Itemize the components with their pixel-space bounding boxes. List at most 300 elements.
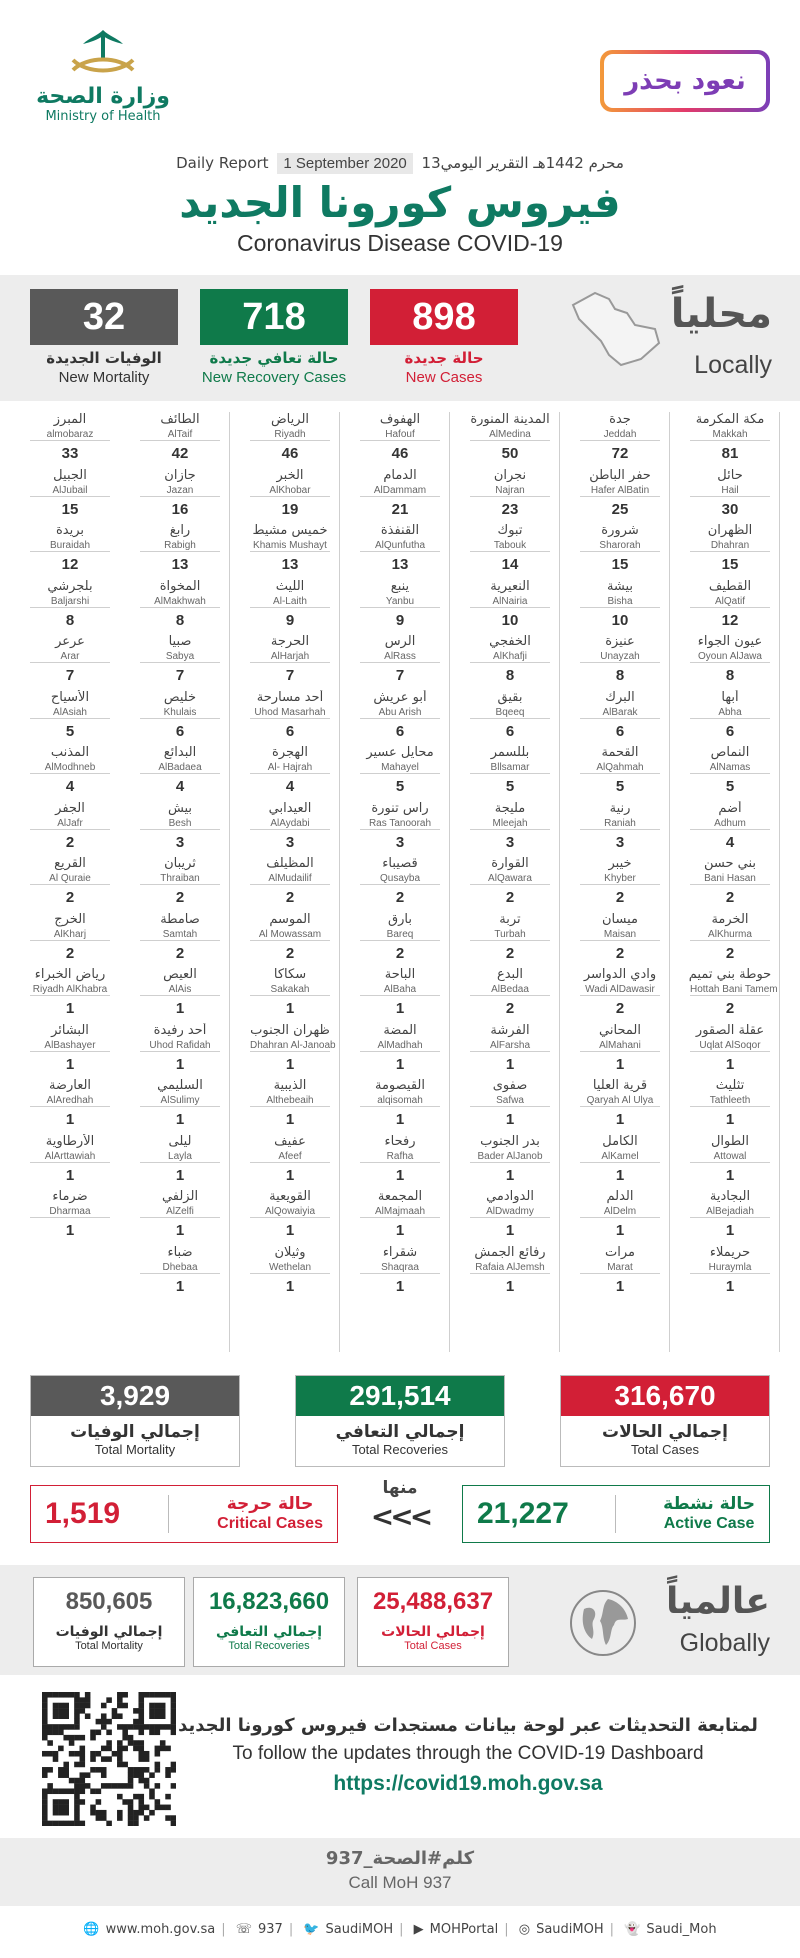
city-name-ar: بلجرشي (47, 578, 93, 594)
city-name-en: Al Mowassam (250, 928, 330, 941)
city-entry (240, 468, 340, 519)
city-name-en: Adhum (690, 817, 770, 830)
city-entry (240, 745, 340, 796)
total-cases-card (560, 1375, 770, 1467)
city-entry (350, 1189, 450, 1240)
city-name-en: Abha (690, 706, 770, 719)
city-name-en: Shaqraa (360, 1261, 440, 1274)
total-mortality-label-en: Total Mortality (94, 1442, 176, 1457)
city-name-en: AlMakhwah (140, 595, 220, 608)
city-name-ar: البدائع (163, 745, 197, 760)
city-name-ar: الرياض (270, 412, 310, 427)
twitter-icon: 🐦 (303, 1922, 320, 1937)
city-name-en: AlZelfi (140, 1205, 220, 1218)
city-name-ar: تبوك (497, 523, 523, 538)
city-entry (240, 1023, 340, 1074)
city-entry (680, 745, 780, 796)
city-name-en: Uqlat AlSoqor (690, 1039, 770, 1052)
city-entry (20, 690, 120, 741)
new-cases-label-ar: حالة جديدة (404, 349, 484, 367)
city-entry (130, 967, 230, 1018)
city-entry (460, 745, 560, 796)
call-hashtag: كلم#الصحة_937 (325, 1848, 475, 1869)
web-icon: 🌐 (83, 1922, 100, 1937)
city-column (460, 412, 560, 1352)
city-case-count: 1 (505, 1277, 515, 1295)
city-name-ar: وثيلان (274, 1244, 306, 1260)
city-entry (350, 1078, 450, 1129)
city-entry (350, 856, 450, 907)
city-name-ar: عفيف (274, 1133, 306, 1149)
city-entry (680, 468, 780, 519)
city-entry (130, 579, 230, 630)
city-case-count: 1 (505, 1111, 515, 1128)
city-entry (570, 523, 670, 574)
new-recovery-label-en: New Recovery Cases (201, 369, 347, 386)
city-entry (460, 912, 560, 963)
daily-report-en: Daily Report (176, 154, 269, 172)
city-name-en: Jeddah (580, 428, 660, 441)
city-name-ar: القحمة (601, 745, 639, 760)
city-name-en: AlQawara (470, 872, 550, 885)
new-mortality-value: 32 (30, 289, 178, 345)
city-name-ar: عقلة الصقور (695, 1022, 765, 1038)
city-case-count: 3 (615, 833, 625, 851)
city-name-ar: بيشة (606, 578, 634, 594)
city-case-count: 6 (615, 722, 625, 740)
city-case-count: 19 (281, 500, 299, 518)
city-entry (680, 523, 780, 574)
dashboard-link[interactable]: https://covid19.moh.gov.sa (333, 1772, 603, 1795)
title-english: Coronavirus Disease COVID-19 (237, 230, 563, 256)
city-entry (570, 967, 670, 1018)
city-case-count: 6 (175, 722, 185, 740)
city-name-en: alqisomah (360, 1094, 440, 1107)
city-case-count: 4 (175, 778, 185, 795)
city-name-en: Unayzah (580, 650, 660, 663)
city-case-count: 2 (615, 889, 625, 906)
city-case-count: 2 (395, 889, 405, 906)
city-case-count: 1 (285, 1277, 295, 1295)
city-case-count: 1 (725, 1277, 735, 1295)
city-name-en: Najran (470, 484, 550, 497)
city-name-en: Turbah (470, 928, 550, 941)
city-entry (350, 634, 450, 685)
city-name-ar: المذنب (50, 745, 90, 760)
city-entry (570, 1023, 670, 1074)
new-mortality-label-ar: الوفيات الجديدة (46, 349, 162, 367)
city-column (570, 412, 670, 1352)
global-mortality-value: 850,605 (65, 1588, 153, 1615)
city-name-en: AlSulimy (140, 1094, 220, 1107)
city-entry (240, 634, 340, 685)
city-name-en: AlMadhah (360, 1039, 440, 1052)
city-column (680, 412, 780, 1352)
city-entry (240, 1078, 340, 1129)
city-name-ar: بارق (388, 911, 412, 927)
city-name-ar: ظهران الجنوب (250, 1022, 330, 1038)
city-entry (680, 1245, 780, 1296)
footer-snapchat[interactable]: Saudi_Moh (646, 1922, 717, 1937)
city-case-count: 3 (505, 833, 515, 851)
city-name-ar: الكامل (602, 1133, 638, 1149)
city-case-count: 72 (611, 445, 629, 462)
city-entry (460, 468, 560, 519)
total-recoveries-value: 291,514 (296, 1376, 504, 1416)
city-case-count: 2 (65, 944, 75, 962)
city-entry (240, 690, 340, 741)
city-entry (130, 690, 230, 741)
city-entry (350, 912, 450, 963)
city-name-ar: شقراء (382, 1244, 418, 1260)
city-name-en: AlRass (360, 650, 440, 663)
title-arabic: فيروس كورونا الجديد (179, 178, 621, 227)
city-case-count: 1 (395, 1166, 405, 1184)
city-case-count: 2 (615, 1000, 625, 1017)
city-name-en: Samtah (140, 928, 220, 941)
city-name-ar: رفحاء (384, 1133, 416, 1149)
city-case-count: 2 (725, 889, 735, 906)
footer-twitter[interactable]: SaudiMOH (325, 1922, 394, 1937)
city-case-count: 23 (501, 500, 519, 518)
city-entry (350, 745, 450, 796)
city-entry (20, 967, 120, 1018)
global-cases-card (357, 1577, 509, 1667)
city-entry (350, 1245, 450, 1296)
city-name-ar: الأرطاوية (45, 1133, 95, 1149)
city-name-en: AlJubail (30, 484, 110, 497)
city-name-ar: رياض الخبراء (34, 967, 106, 982)
city-case-count: 1 (505, 1222, 515, 1239)
new-mortality-label-en: New Mortality (58, 369, 150, 386)
daily-report-line (0, 154, 800, 172)
city-name-ar: الليث (275, 578, 305, 594)
city-entry (460, 1189, 560, 1240)
city-name-en: Baljarshi (30, 595, 110, 608)
total-mortality-value: 3,929 (31, 1376, 239, 1416)
city-name-ar: الخرمة (711, 911, 749, 927)
city-entry (240, 1189, 340, 1240)
city-case-count: 1 (65, 1055, 75, 1073)
city-name-ar: أحد رفيدة (153, 1022, 207, 1038)
city-name-ar: حريملاء (709, 1244, 751, 1260)
footer-phone[interactable]: 937 (258, 1922, 283, 1937)
global-recoveries-card (193, 1577, 345, 1667)
city-name-en: AlMahani (580, 1039, 660, 1052)
city-entry (460, 801, 560, 852)
city-name-ar: المدينة المنورة (470, 412, 550, 427)
city-name-ar: الخفجي (489, 634, 531, 649)
campaign-badge-text: نعود بحذر (604, 54, 766, 108)
city-name-en: Sharorah (580, 539, 660, 552)
city-name-ar: الهفوف (379, 412, 421, 427)
total-mortality-label-ar: إجمالي الوفيات (70, 1422, 200, 1442)
snapchat-icon: 👻 (624, 1922, 641, 1937)
city-name-ar: حائل (717, 467, 743, 483)
city-name-en: Oyoun AlJawa (690, 650, 770, 663)
city-name-en: Thraiban (140, 872, 220, 885)
city-name-ar: المظيلف (266, 856, 314, 871)
city-name-ar: القنفذة (380, 523, 420, 538)
city-entry (570, 1189, 670, 1240)
city-entry (680, 1134, 780, 1185)
city-case-count: 8 (175, 611, 185, 629)
globally-section (0, 1565, 800, 1675)
city-name-ar: وادي الدواسر (583, 967, 657, 982)
city-name-ar: سكاكا (273, 967, 307, 982)
city-case-count: 5 (505, 778, 515, 795)
city-name-en: Huraymla (690, 1261, 770, 1274)
city-entry (570, 745, 670, 796)
city-entry (680, 967, 780, 1018)
city-name-en: AlNairia (470, 595, 550, 608)
city-entry (130, 912, 230, 963)
city-name-ar: الرس (384, 634, 416, 649)
new-cases-label-en: New Cases (405, 369, 483, 386)
city-name-en: Bader AlJanob (470, 1150, 550, 1163)
city-name-en: Rabigh (140, 539, 220, 552)
city-case-count: 46 (281, 445, 299, 462)
city-entry (680, 912, 780, 963)
city-name-en: Dhebaa (140, 1261, 220, 1274)
city-case-count: 1 (65, 1166, 75, 1184)
city-name-ar: خليص (163, 689, 197, 705)
active-cases-card (462, 1485, 770, 1543)
total-cases-value: 316,670 (561, 1376, 769, 1416)
city-name-ar: البرك (605, 689, 635, 705)
city-entry (20, 468, 120, 519)
city-case-count: 1 (725, 1111, 735, 1128)
city-entry (20, 856, 120, 907)
city-entry (20, 801, 120, 852)
city-name-ar: رنية (609, 800, 631, 816)
city-case-count: 1 (65, 1000, 75, 1017)
city-entry (130, 1134, 230, 1185)
city-name-ar: الهجرة (272, 745, 308, 760)
city-name-en: Ras Tanoorah (360, 817, 440, 830)
city-name-en: AlAis (140, 983, 220, 996)
city-case-count: 46 (391, 445, 409, 462)
city-name-en: AlBejadiah (690, 1205, 770, 1218)
city-case-count: 13 (391, 556, 409, 573)
city-name-ar: الجبيل (53, 467, 87, 483)
city-name-ar: البشائر (51, 1022, 89, 1038)
report-date: 1 September 2020 (277, 153, 412, 174)
city-entry (680, 690, 780, 741)
city-name-ar: البدع (496, 967, 524, 982)
city-name-en: Dhahran (690, 539, 770, 552)
total-cases-label-en: Total Cases (631, 1442, 699, 1457)
city-name-ar: ثريبان (164, 856, 196, 871)
city-case-count: 1 (175, 1277, 185, 1295)
city-name-ar: بللسمر (490, 745, 530, 760)
city-entry (460, 967, 560, 1018)
city-name-en: Sabya (140, 650, 220, 663)
city-entry (570, 468, 670, 519)
city-case-count: 10 (501, 611, 519, 629)
city-case-count: 2 (505, 1000, 515, 1017)
city-name-en: Rafaia AlJemsh (470, 1261, 550, 1274)
city-entry (460, 523, 560, 574)
city-name-en: AlBedaa (470, 983, 550, 996)
city-case-count: 1 (615, 1111, 625, 1128)
active-cases-value: 21,227 (477, 1497, 569, 1530)
global-cases-value: 25,488,637 (372, 1588, 494, 1615)
city-name-ar: خميس مشيط (252, 523, 328, 538)
city-name-ar: بقيق (497, 689, 523, 705)
city-name-en: Hafer AlBatin (580, 484, 660, 497)
city-entry (680, 579, 780, 630)
city-name-en: AlAydabi (250, 817, 330, 830)
city-entry (240, 912, 340, 963)
city-name-ar: مليجة (494, 800, 526, 816)
city-name-en: Safwa (470, 1094, 550, 1107)
city-name-en: Hafouf (360, 428, 440, 441)
city-entry (20, 523, 120, 574)
city-case-count: 15 (611, 556, 629, 573)
city-name-ar: خيبر (608, 856, 632, 871)
city-case-count: 6 (505, 722, 515, 740)
city-name-ar: ليلى (168, 1133, 192, 1149)
city-name-en: Bareq (360, 928, 440, 941)
city-name-ar: حفر الباطن (589, 467, 651, 483)
city-case-count: 30 (721, 500, 739, 518)
city-name-en: Marat (580, 1261, 660, 1274)
city-name-ar: الطوال (710, 1133, 749, 1149)
globe-icon (564, 1587, 642, 1659)
city-entry (20, 1134, 120, 1185)
city-entry (20, 912, 120, 963)
footer-website[interactable]: www.moh.gov.sa (105, 1922, 216, 1937)
city-name-en: AlFarsha (470, 1039, 550, 1052)
city-case-count: 1 (65, 1111, 75, 1128)
city-entry (460, 1245, 560, 1296)
city-name-ar: النماص (710, 745, 750, 760)
city-name-en: AlArttawiah (30, 1150, 110, 1163)
critical-cases-card (30, 1485, 338, 1543)
city-name-en: Sakakah (250, 983, 330, 996)
city-name-en: AlAsiah (30, 706, 110, 719)
city-case-count: 15 (721, 556, 739, 573)
globally-title-ar: عالمياً (666, 1581, 770, 1622)
city-entry (460, 412, 560, 463)
city-entry (350, 523, 450, 574)
city-case-count: 1 (175, 1111, 185, 1128)
city-name-en: Abu Arish (360, 706, 440, 719)
city-entry (570, 1078, 670, 1129)
city-case-count: 13 (171, 556, 189, 573)
city-name-en: Tabouk (470, 539, 550, 552)
city-case-count: 2 (505, 944, 515, 962)
city-name-en: Khyber (580, 872, 660, 885)
city-case-count: 5 (65, 722, 75, 740)
city-case-count: 2 (505, 889, 515, 906)
city-name-en: Attowal (690, 1150, 770, 1163)
city-name-ar: عنيزة (605, 634, 635, 649)
city-entry (570, 856, 670, 907)
city-name-en: AlKhafji (470, 650, 550, 663)
city-case-count: 2 (615, 944, 625, 962)
city-name-ar: المبرز (53, 412, 87, 427)
city-name-en: AlDelm (580, 1205, 660, 1218)
total-recoveries-label-ar: إجمالي التعافي (335, 1422, 465, 1442)
footer-links: 🌐 www.moh.gov.sa | ☏ 937 | 🐦 SaudiMOH | ▶ MOHPortal | ◎ SaudiMOH | 👻 Saudi_Moh (83, 1922, 717, 1937)
city-case-count: 4 (285, 778, 295, 795)
globally-title-en: Globally (679, 1629, 770, 1657)
city-column (240, 412, 340, 1352)
city-name-en: AlQahmah (580, 761, 660, 774)
city-entry (240, 1245, 340, 1296)
city-case-count: 4 (65, 778, 75, 795)
city-case-count: 25 (611, 500, 629, 518)
city-name-ar: نجران (493, 467, 527, 483)
global-mortality-label-ar: إجمالي الوفيات (55, 1624, 163, 1640)
city-name-en: AlTaif (140, 428, 220, 441)
qr-code-icon[interactable] (42, 1692, 176, 1826)
critical-cases-label-ar: حالة حرجة (226, 1494, 314, 1514)
city-name-en: AlKharj (30, 928, 110, 941)
city-name-ar: العيدابي (268, 800, 312, 816)
city-name-en: Qaryah Al Ulya (580, 1094, 660, 1107)
city-entry (680, 856, 780, 907)
city-case-count: 1 (395, 1000, 405, 1017)
arrows-glyph: <<< (370, 1500, 430, 1533)
city-name-en: AlMajmaah (360, 1205, 440, 1218)
city-name-en: Besh (140, 817, 220, 830)
city-name-en: AlJafr (30, 817, 110, 830)
city-name-en: Layla (140, 1150, 220, 1163)
city-name-en: Al Quraie (30, 872, 110, 885)
city-case-count: 1 (505, 1166, 515, 1184)
city-name-ar: مرات (605, 1244, 635, 1260)
city-name-ar: ميسان (602, 911, 638, 927)
city-name-en: Tathleeth (690, 1094, 770, 1107)
city-name-en: AlKamel (580, 1150, 660, 1163)
city-name-ar: جازان (164, 467, 196, 483)
city-name-en: Yanbu (360, 595, 440, 608)
city-case-count: 5 (725, 778, 735, 795)
city-case-count: 13 (281, 556, 299, 573)
city-name-ar: القيصومة (375, 1078, 425, 1093)
global-mortality-label-en: Total Mortality (75, 1640, 143, 1652)
city-entry (130, 1189, 230, 1240)
city-entry (680, 634, 780, 685)
city-case-count: 2 (285, 889, 295, 906)
city-name-ar: أضم (718, 800, 742, 816)
city-case-count: 16 (171, 500, 189, 518)
city-entry (460, 1078, 560, 1129)
moh-logo-arabic: وزارة الصحة (36, 84, 170, 109)
city-name-ar: الدمام (383, 467, 417, 483)
of-which-label: منها (382, 1478, 418, 1498)
footer-youtube[interactable]: MOHPortal (429, 1922, 499, 1937)
city-name-ar: بني حسن (703, 856, 757, 871)
city-entry (20, 634, 120, 685)
global-recoveries-value: 16,823,660 (208, 1588, 330, 1615)
city-name-ar: تثليث (715, 1078, 745, 1093)
footer-instagram[interactable]: SaudiMOH (536, 1922, 604, 1937)
city-entry (680, 1189, 780, 1240)
city-name-en: Uhod Masarhah (250, 706, 330, 719)
city-name-en: Makkah (690, 428, 770, 441)
instagram-icon: ◎ (518, 1922, 531, 1937)
city-entry (130, 468, 230, 519)
city-name-en: Jazan (140, 484, 220, 497)
city-name-ar: راس تنورة (371, 800, 429, 816)
city-name-en: AlNamas (690, 761, 770, 774)
new-recovery-value: 718 (200, 289, 348, 345)
city-name-en: Wadi AlDawasir (580, 983, 660, 996)
